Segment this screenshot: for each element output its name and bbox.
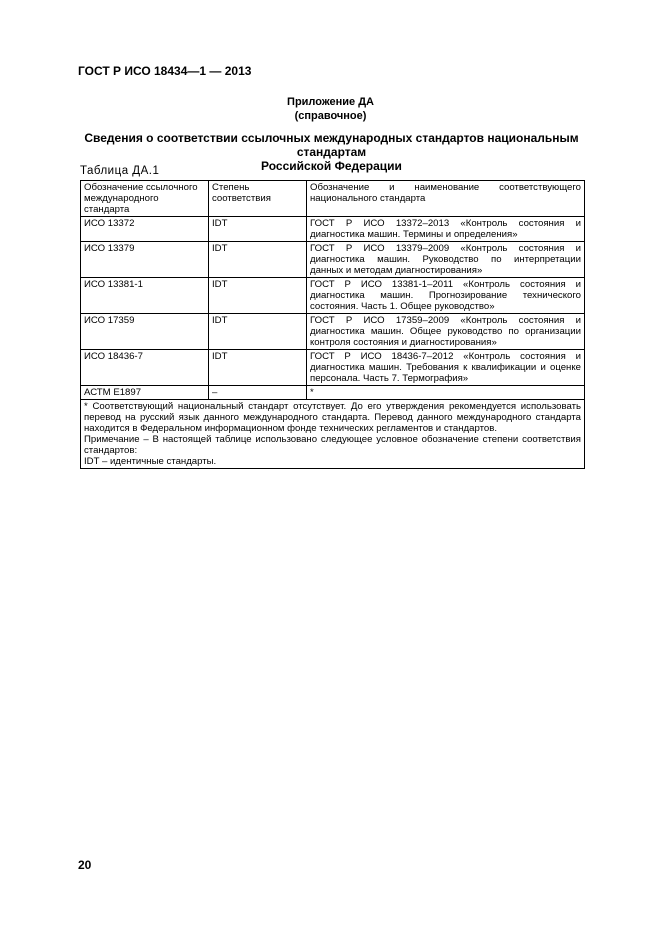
note-text: Примечание – В настоящей таблице использовано следующее условное обозначение степени соответствия — [84, 434, 581, 445]
header-text: Степень — [212, 182, 250, 193]
national-standard-text: ГОСТ Р ИСО 18436-7–2012 «Контроль состояния и — [310, 351, 581, 362]
document-code: ГОСТ Р ИСО 18434—1 — 2013 — [78, 64, 252, 78]
appendix-subtitle: (справочное) — [294, 110, 367, 122]
national-standard-text: состояния. Часть 1. Общее руководство» — [310, 301, 495, 312]
national-standard-text: * — [310, 387, 314, 398]
note-text: стандартов: — [84, 445, 138, 456]
degree-cell: IDT — [209, 350, 307, 386]
degree-cell: IDT — [209, 217, 307, 242]
degree-cell: IDT — [209, 278, 307, 314]
national-standard-cell — [307, 350, 585, 386]
heading-line-2: Российской Федерации — [261, 159, 402, 173]
ref-standard-cell: ИСО 18436-7 — [81, 350, 209, 386]
degree-cell: IDT — [209, 242, 307, 278]
header-cell-ref — [81, 181, 209, 217]
table-header-row — [81, 181, 585, 217]
ref-standard-cell: ИСО 17359 — [81, 314, 209, 350]
national-standard-text: диагностика машин. Термины и определения» — [310, 229, 518, 240]
table-row — [81, 350, 585, 386]
ref-standard-cell: ИСО 13379 — [81, 242, 209, 278]
national-standard-cell — [307, 217, 585, 242]
note-idt-text: IDT – идентичные стандарты. — [84, 456, 217, 467]
footnote-cell — [81, 400, 585, 469]
header-text: стандарта — [84, 204, 130, 215]
national-standard-cell — [307, 242, 585, 278]
table-row — [81, 314, 585, 350]
header-text: Обозначение и наименование соответствующего — [310, 182, 581, 193]
national-standard-cell — [307, 386, 585, 400]
heading-line-1: Сведения о соответствии ссылочных международных стандартов национальным стандартам — [84, 131, 579, 159]
national-standard-text: ГОСТ Р ИСО 13379–2009 «Контроль состояния и — [310, 243, 581, 254]
appendix-title: Приложение ДА — [287, 96, 374, 108]
table-row — [81, 217, 585, 242]
degree-cell: – — [209, 386, 307, 400]
national-standard-text: диагностика машин. Прогнозирование технического — [310, 290, 581, 301]
ref-standard-cell: АСТМ Е1897 — [81, 386, 209, 400]
header-text: соответствия — [212, 193, 271, 204]
table-row — [81, 278, 585, 314]
national-standard-text: диагностика машин. Руководство по интерпретации — [310, 254, 581, 265]
national-standard-cell — [307, 314, 585, 350]
ref-standard-cell: ИСО 13381-1 — [81, 278, 209, 314]
degree-cell: IDT — [209, 314, 307, 350]
table-row — [81, 386, 585, 400]
reference-table — [80, 180, 585, 469]
footnote-text: находится в Федеральном информационном фонде технических регламентов и стандартов. — [84, 423, 497, 434]
national-standard-text: диагностика машин. Требования к квалификации и оценке — [310, 362, 581, 373]
header-text: Обозначение ссылочного — [84, 182, 198, 193]
header-text: национального стандарта — [310, 193, 426, 204]
national-standard-text: ГОСТ Р ИСО 13381-1–2011 «Контроль состояния и — [310, 279, 581, 290]
footnote-text: перевод на русский язык данного международного стандарта. Перевод данного международного стандарта — [84, 412, 581, 423]
national-standard-cell — [307, 278, 585, 314]
table-label: Таблица ДА.1 — [80, 165, 160, 177]
national-standard-text: диагностика машин. Общее руководство по организации — [310, 326, 581, 337]
table-row — [81, 242, 585, 278]
national-standard-text: контроля состояния и диагностирования» — [310, 337, 497, 348]
header-cell-degree — [209, 181, 307, 217]
national-standard-text: ГОСТ Р ИСО 17359–2009 «Контроль состояния и — [310, 315, 581, 326]
national-standard-text: ГОСТ Р ИСО 13372–2013 «Контроль состояния и — [310, 218, 581, 229]
header-text: международного — [84, 193, 159, 204]
footnote-text: * Соответствующий национальный стандарт отсутствует. До его утверждения рекомендуется использовать — [84, 401, 581, 412]
header-cell-national — [307, 181, 585, 217]
ref-standard-cell: ИСО 13372 — [81, 217, 209, 242]
national-standard-text: персонала. Часть 7. Термография» — [310, 373, 469, 384]
national-standard-text: данных и методам диагностирования» — [310, 265, 483, 276]
page-number: 20 — [78, 858, 92, 872]
table-footnote-row — [81, 400, 585, 469]
